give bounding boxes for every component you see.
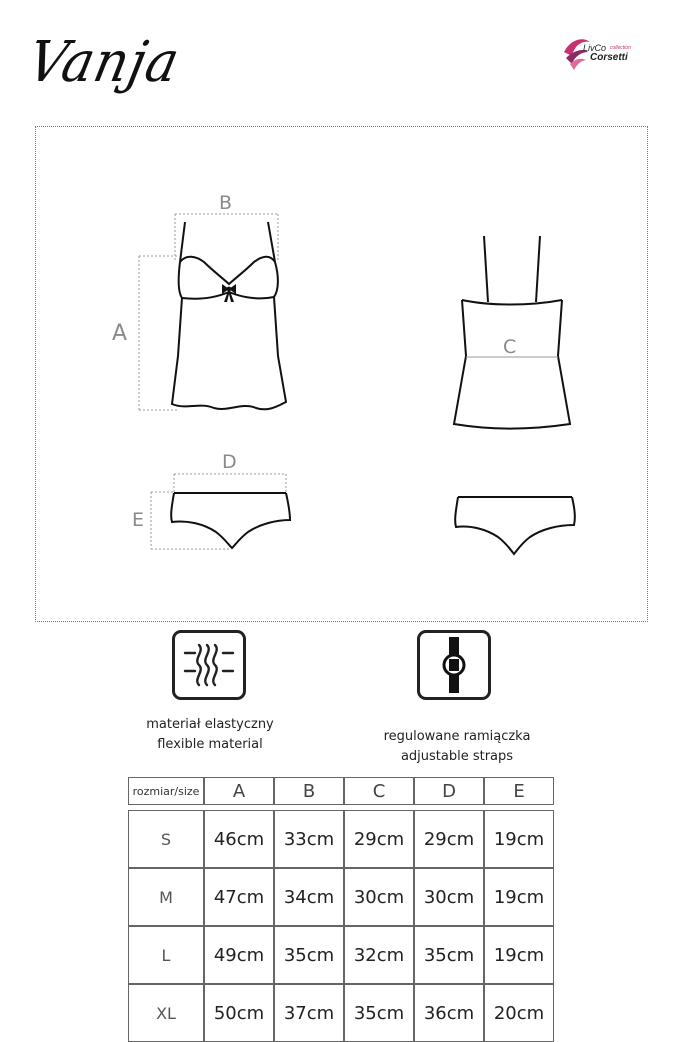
elastic-waves-icon bbox=[172, 630, 246, 700]
measure-a-guide bbox=[139, 256, 178, 410]
brand-name-line2: Corsetti bbox=[590, 52, 628, 63]
value-cell: 34cm bbox=[274, 868, 344, 926]
value-cell: 30cm bbox=[344, 868, 414, 926]
label-e: E bbox=[132, 509, 145, 531]
size-xl: XL bbox=[128, 984, 204, 1042]
label-d: D bbox=[222, 451, 237, 473]
value-cell: 49cm bbox=[204, 926, 274, 984]
feature-flexible-pl: materiał elastyczny bbox=[146, 717, 274, 732]
feature-straps-caption bbox=[352, 727, 562, 767]
size-m: M bbox=[128, 868, 204, 926]
front-camisole-drawing bbox=[172, 222, 286, 409]
feature-flexible-caption bbox=[120, 715, 300, 755]
table-row bbox=[128, 810, 554, 868]
header-a: A bbox=[204, 777, 274, 805]
value-cell: 37cm bbox=[274, 984, 344, 1042]
back-brief-drawing bbox=[455, 497, 575, 554]
size-table bbox=[128, 777, 554, 1042]
adjustable-strap-icon bbox=[417, 630, 491, 700]
value-cell: 19cm bbox=[484, 926, 554, 984]
value-cell: 19cm bbox=[484, 868, 554, 926]
value-cell: 35cm bbox=[414, 926, 484, 984]
header-b: B bbox=[274, 777, 344, 805]
header-size: rozmiar/size bbox=[128, 777, 204, 805]
header-e: E bbox=[484, 777, 554, 805]
table-row bbox=[128, 868, 554, 926]
label-c: C bbox=[503, 336, 517, 358]
value-cell: 32cm bbox=[344, 926, 414, 984]
feature-flexible-en: flexible material bbox=[157, 737, 263, 752]
size-table-header bbox=[128, 777, 554, 805]
value-cell: 35cm bbox=[344, 984, 414, 1042]
value-cell: 46cm bbox=[204, 810, 274, 868]
value-cell: 29cm bbox=[344, 810, 414, 868]
header-d: D bbox=[414, 777, 484, 805]
header-c: C bbox=[344, 777, 414, 805]
value-cell: 50cm bbox=[204, 984, 274, 1042]
value-cell: 29cm bbox=[414, 810, 484, 868]
feature-straps-en: adjustable straps bbox=[400, 749, 514, 764]
measure-d-guide bbox=[174, 474, 286, 493]
value-cell: 30cm bbox=[414, 868, 484, 926]
label-a: A bbox=[112, 321, 128, 346]
back-camisole-drawing bbox=[454, 236, 570, 429]
size-s: S bbox=[128, 810, 204, 868]
measure-b-guide bbox=[175, 214, 278, 262]
feature-straps-pl: regulowane ramiączka bbox=[383, 729, 531, 744]
size-l: L bbox=[128, 926, 204, 984]
value-cell: 36cm bbox=[414, 984, 484, 1042]
measure-e-guide bbox=[151, 492, 230, 549]
value-cell: 47cm bbox=[204, 868, 274, 926]
brand-subline: collection bbox=[610, 45, 631, 51]
product-title: Vanja bbox=[22, 30, 186, 95]
table-row bbox=[128, 926, 554, 984]
value-cell: 20cm bbox=[484, 984, 554, 1042]
value-cell: 35cm bbox=[274, 926, 344, 984]
label-b: B bbox=[219, 192, 233, 214]
table-row bbox=[128, 984, 554, 1042]
brand-name-line1: LivCo bbox=[583, 43, 607, 53]
value-cell: 33cm bbox=[274, 810, 344, 868]
value-cell: 19cm bbox=[484, 810, 554, 868]
front-brief-drawing bbox=[171, 493, 290, 548]
